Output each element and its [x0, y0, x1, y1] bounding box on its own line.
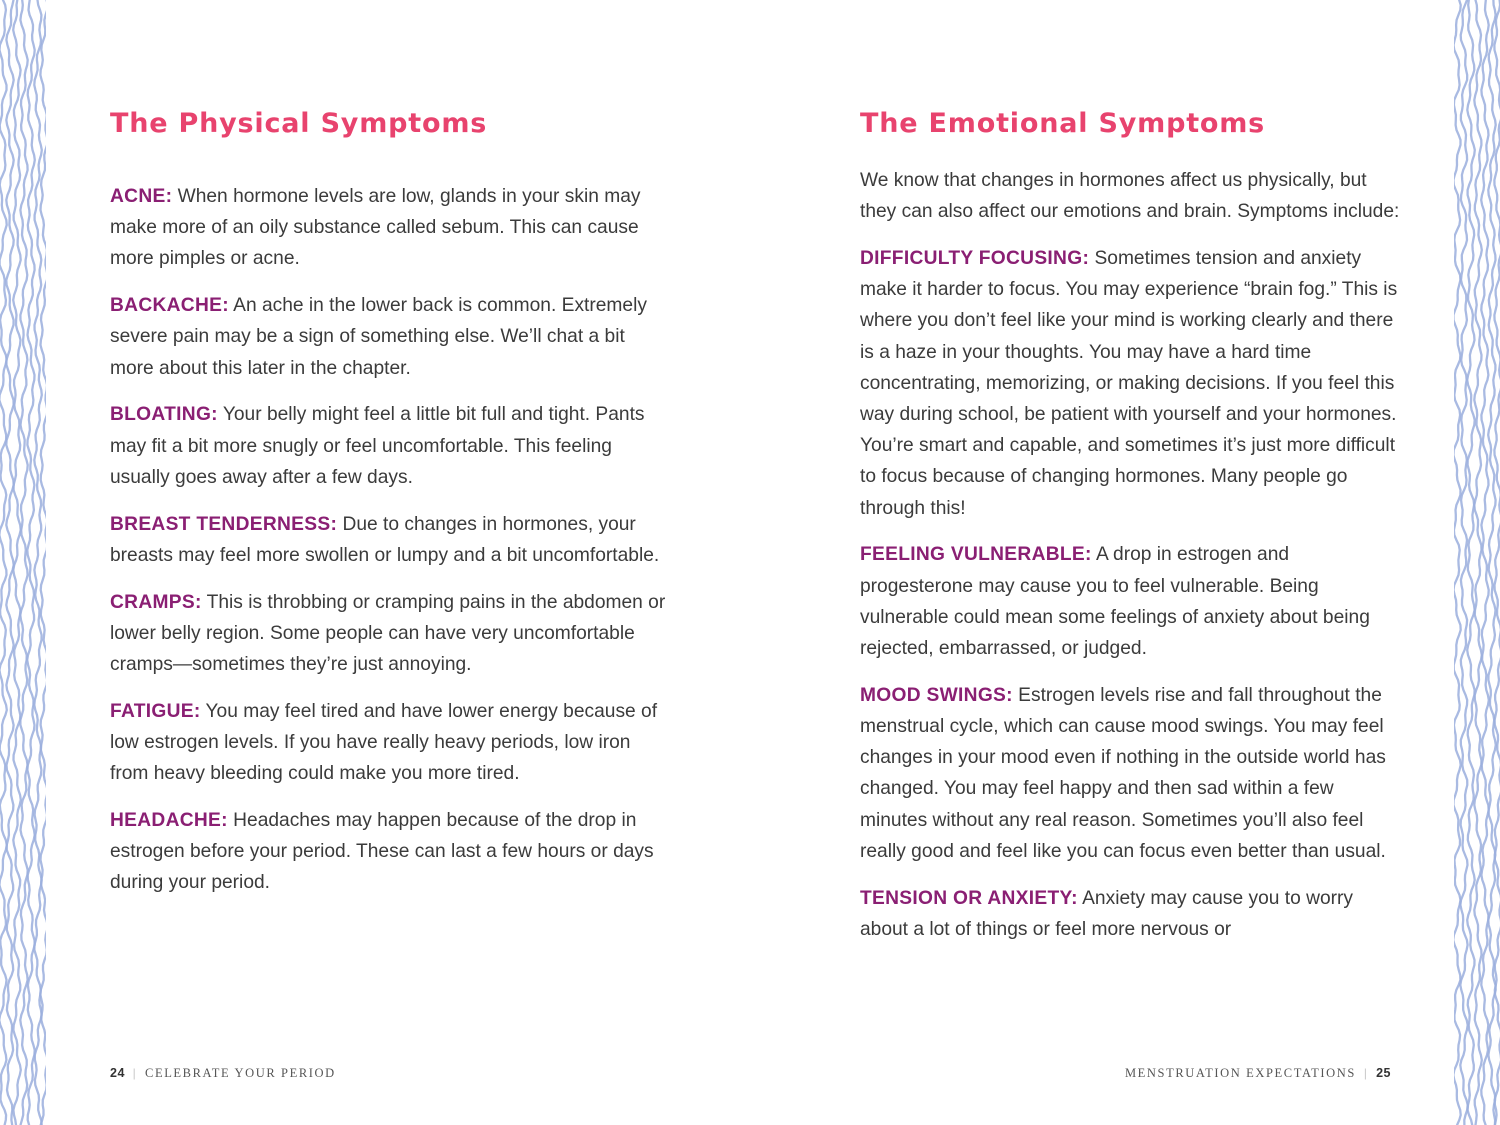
symptom-description: An ache in the lower back is common. Extremely severe pain may be a sign of something else. We’ll chat a bit more about this later in the chapter. [110, 295, 647, 379]
symptom-entry-acne [110, 181, 670, 275]
page-heading: The Physical Symptoms [110, 108, 488, 139]
symptom-description: Sometimes tension and anxiety make it harder to focus. You may experience “brain fog.” This is where you don’t feel like your mind is working clearly and there is a haze in your thoughts. You may have a hard time concentrating, memorizing, or making decisions. If you feel this way during school, be patient with yourself and your hormones. You’re smart and capable, and sometimes it’s just more difficult to focus because of changing hormones. Many people go through this! [860, 248, 1398, 519]
symptom-entry-bloating [110, 399, 670, 493]
symptom-entry-backache [110, 290, 670, 384]
symptom-description: Headaches may happen because of the drop in estrogen before your period. These can last a few hours or days during your period. [110, 810, 654, 894]
right-decorative-border [1454, 0, 1500, 1125]
symptom-entry-cramps [110, 587, 670, 681]
wavy-line-pattern-icon [0, 0, 46, 1125]
symptom-term: MOOD SWINGS: [860, 684, 1013, 706]
symptom-list [110, 181, 670, 914]
symptom-description: This is throbbing or cramping pains in the abdomen or lower belly region. Some people can have very uncomfortable cramps—sometimes they’re just annoying. [110, 591, 666, 676]
symptom-term: HEADACHE: [110, 810, 228, 832]
symptom-term: DIFFICULTY FOCUSING: [860, 248, 1090, 269]
page-footer [1125, 1066, 1391, 1081]
symptom-entry-tension-or-anxiety [860, 883, 1405, 945]
intro-paragraph: We know that changes in hormones affect us physically, but they can also affect our emotions and brain. Symptoms include: [860, 170, 1400, 223]
symptom-term: FEELING VULNERABLE: [860, 544, 1092, 566]
symptom-term: ACNE: [110, 186, 173, 207]
wavy-line-pattern-icon [1454, 0, 1500, 1125]
symptom-term: BACKACHE: [110, 295, 229, 317]
page-number: 25 [1376, 1066, 1391, 1080]
symptom-description: When hormone levels are low, glands in your skin may make more of an oily substance called sebum. This can cause more pimples or acne. [110, 186, 641, 270]
left-page [110, 0, 670, 1125]
symptom-description: You may feel tired and have lower energy because of low estrogen levels. If you have really heavy periods, low iron from heavy bleeding could make you more tired. [110, 700, 658, 785]
symptom-description: Due to changes in hormones, your breasts may feel more swollen or lumpy and a bit uncomfortable. [110, 513, 660, 566]
page-heading: The Emotional Symptoms [860, 108, 1266, 139]
chapter-title: MENSTRUATION EXPECTATIONS [1124, 1066, 1356, 1080]
symptom-entry-breast-tenderness [110, 509, 670, 571]
page-footer [110, 1066, 336, 1081]
page-number: 24 [110, 1066, 125, 1080]
symptom-entry-difficulty-focusing [860, 243, 1405, 524]
symptom-term: FATIGUE: [110, 700, 201, 722]
book-title: CELEBRATE YOUR PERIOD [145, 1066, 336, 1080]
symptom-description: A drop in estrogen and progesterone may cause you to feel vulnerable. Being vulnerable could mean some feelings of anxiety about being rejected, embarrassed, or judged. [860, 544, 1370, 660]
symptom-description: Anxiety may cause you to worry about a lot of things or feel more nervous or [860, 887, 1353, 940]
symptom-description: Estrogen levels rise and fall throughout the menstrual cycle, which can cause mood swings. You may feel changes in your mood even if nothing in the outside world has changed. You may feel happy and then sad within a few minutes without any real reason. Sometimes you’ll also feel really good and feel like you can focus even better than usual. [860, 684, 1386, 862]
symptom-entry-mood-swings [860, 680, 1405, 867]
symptom-term: BLOATING: [110, 404, 218, 426]
symptom-term: CRAMPS: [110, 591, 202, 613]
symptom-description: Your belly might feel a little bit full and tight. Pants may fit a bit more snugly or feel uncomfortable. This feeling usually goes away after a few days. [110, 404, 645, 488]
footer-separator: | [132, 1066, 138, 1080]
symptom-term: TENSION OR ANXIETY: [860, 887, 1078, 909]
left-decorative-border [0, 0, 46, 1125]
symptom-entry-fatigue [110, 696, 670, 790]
symptom-entry-feeling-vulnerable [860, 539, 1405, 664]
symptom-term: BREAST TENDERNESS: [110, 513, 338, 535]
footer-separator: | [1363, 1066, 1369, 1080]
right-page [860, 0, 1405, 1125]
symptom-entry-headache [110, 805, 670, 899]
symptom-list [860, 165, 1405, 961]
